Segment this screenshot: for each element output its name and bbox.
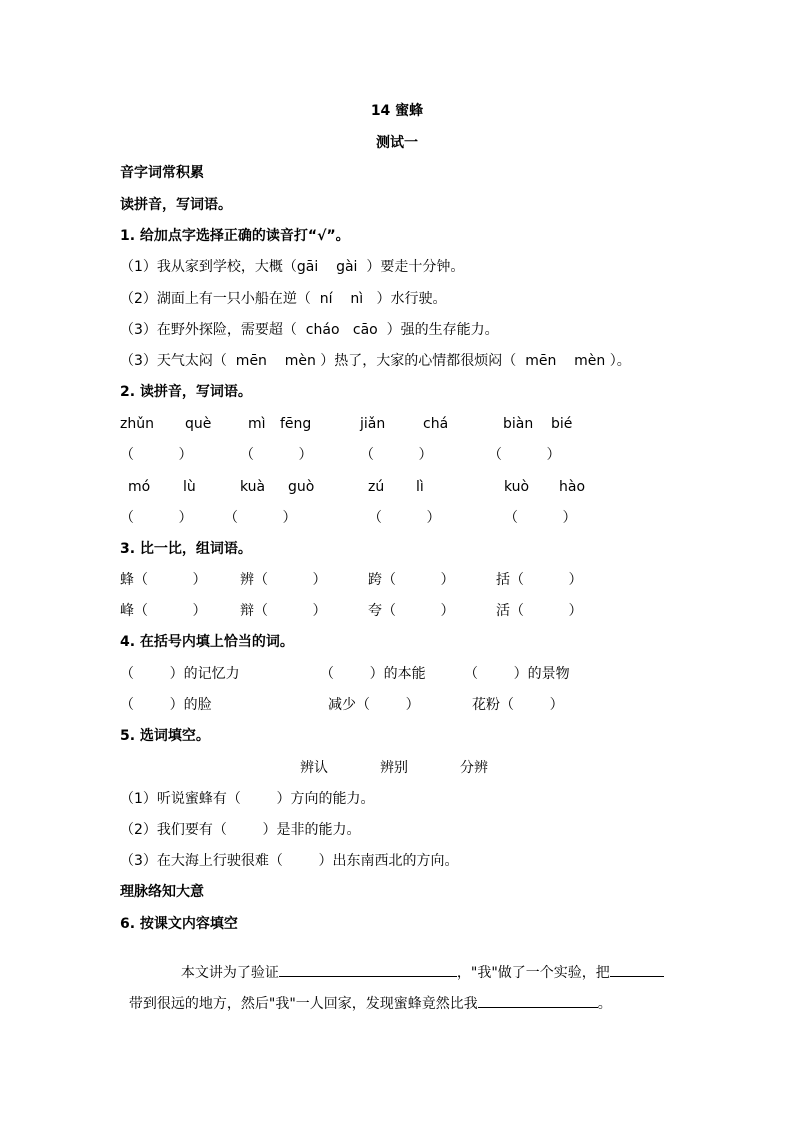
answer-parentheses[interactable]: （ ）: [360, 447, 433, 463]
blank-line[interactable]: [478, 993, 598, 1008]
pinyin: jiǎn: [360, 416, 386, 432]
compare-item[interactable]: 辩（ ）: [240, 603, 327, 619]
q6-text: 。: [597, 996, 612, 1012]
question-5-item[interactable]: （3）在大海上行驶很难（ ）出东南西北的方向。: [120, 853, 459, 869]
question-5-heading: 5. 选词填空。: [120, 728, 210, 744]
fill-item[interactable]: （ ）的脸: [120, 697, 212, 713]
pinyin: biàn: [503, 416, 534, 432]
answer-parentheses[interactable]: （ ）: [368, 510, 441, 526]
section-heading-1: 音字词常积累: [120, 165, 204, 181]
blank-line[interactable]: [279, 962, 457, 977]
question-5-item[interactable]: （1）听说蜜蜂有（ ）方向的能力。: [120, 791, 375, 807]
pinyin: kuà: [240, 479, 266, 495]
compare-item[interactable]: 夸（ ）: [368, 603, 455, 619]
q6-text: 带到很远的地方，然后"我"一人回家，发现蜜蜂竟然比我: [128, 996, 478, 1012]
q6-text: 本文讲为了验证: [180, 965, 279, 981]
question-5-item[interactable]: （2）我们要有（ ）是非的能力。: [120, 822, 361, 838]
compare-item[interactable]: 括（ ）: [496, 572, 583, 588]
pinyin: guò: [288, 479, 315, 495]
pinyin: mì: [248, 416, 266, 432]
pinyin: zhǔn: [120, 416, 154, 432]
word-option: 辨认: [300, 760, 328, 776]
pinyin: què: [185, 416, 212, 432]
pinyin: kuò: [504, 479, 530, 495]
pinyin: lù: [183, 479, 196, 495]
section-heading-2: 理脉络知大意: [120, 884, 204, 900]
answer-parentheses[interactable]: （ ）: [488, 447, 561, 463]
answer-parentheses[interactable]: （ ）: [240, 447, 313, 463]
question-1-heading: 1. 给加点字选择正确的读音打“√”。: [120, 228, 350, 244]
answer-parentheses[interactable]: （ ）: [120, 510, 193, 526]
compare-item[interactable]: 辨（ ）: [240, 572, 327, 588]
question-6-line-1: [172, 948, 664, 980]
question-4-heading: 4. 在括号内填上恰当的词。: [120, 634, 294, 650]
fill-item[interactable]: 减少（ ）: [328, 697, 420, 713]
question-6-line-2: [120, 979, 612, 1011]
answer-parentheses[interactable]: （ ）: [504, 510, 577, 526]
page-title: 14 蜜蜂: [370, 103, 424, 119]
pinyin: chá: [423, 416, 449, 432]
question-1-item: （3）在野外探险，需要超（ cháo cāo ）强的生存能力。: [120, 322, 499, 338]
fill-item[interactable]: （ ）的本能: [320, 666, 426, 682]
question-3-heading: 3. 比一比，组词语。: [120, 541, 252, 557]
question-1-item: （2）湖面上有一只小船在逆（ ní nì ）水行驶。: [120, 291, 447, 307]
question-6-heading: 6. 按课文内容填空: [120, 916, 238, 932]
pinyin: zú: [368, 479, 385, 495]
fill-item[interactable]: （ ）的景物: [464, 666, 570, 682]
word-option: 分辨: [460, 760, 488, 776]
pinyin: fēng: [280, 416, 312, 432]
question-2-heading: 2. 读拼音，写词语。: [120, 384, 252, 400]
compare-item[interactable]: 活（ ）: [496, 603, 583, 619]
compare-item[interactable]: 跨（ ）: [368, 572, 455, 588]
pinyin: mó: [128, 479, 151, 495]
section-subheading-1: 读拼音，写词语。: [120, 197, 232, 213]
question-1-item: （1）我从家到学校，大概（gāi gài ）要走十分钟。: [120, 259, 465, 275]
pinyin: lì: [416, 479, 424, 495]
page-subtitle: 测试一: [376, 135, 418, 151]
question-1-item: （3）天气太闷（ mēn mèn ）热了，大家的心情都很烦闷（ mēn mèn ）。: [120, 353, 631, 369]
answer-parentheses[interactable]: （ ）: [120, 447, 193, 463]
compare-item[interactable]: 蜂（ ）: [120, 572, 207, 588]
pinyin: hào: [559, 479, 586, 495]
fill-item[interactable]: 花粉（ ）: [472, 697, 564, 713]
q6-text: ，"我"做了一个实验，把: [456, 965, 610, 981]
answer-parentheses[interactable]: （ ）: [224, 510, 297, 526]
pinyin: bié: [551, 416, 573, 432]
fill-item[interactable]: （ ）的记忆力: [120, 666, 240, 682]
blank-line[interactable]: [610, 962, 664, 977]
compare-item[interactable]: 峰（ ）: [120, 603, 207, 619]
word-option: 辨别: [380, 760, 408, 776]
